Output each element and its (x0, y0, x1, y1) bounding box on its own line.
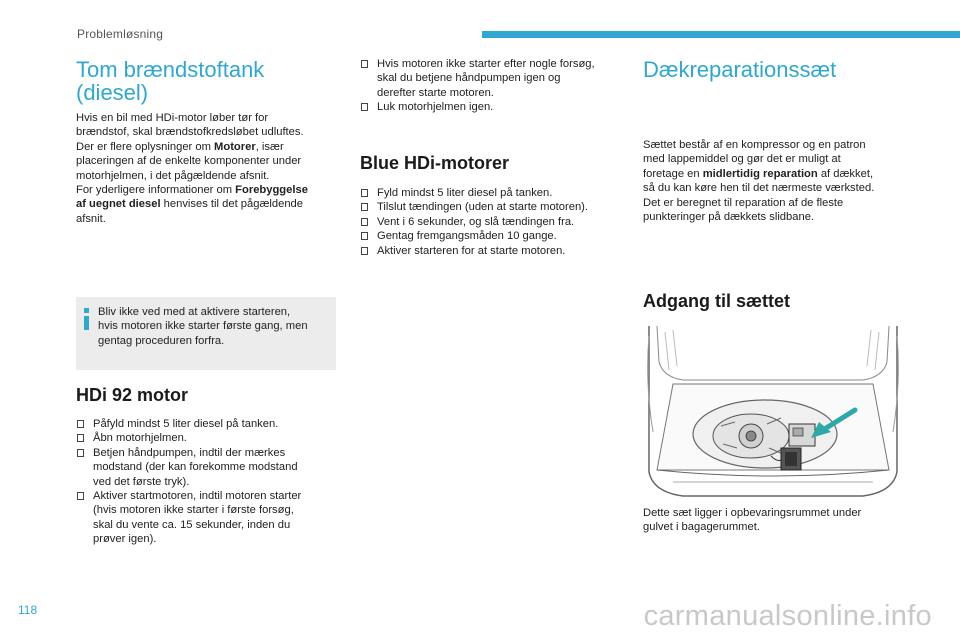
text-line: afsnit. (76, 212, 106, 225)
text-line: motorhjelmen, i det pågældende afsnit. (76, 169, 270, 182)
bold-term: Motorer (214, 140, 256, 153)
illustration-caption (643, 506, 913, 535)
checkbox-bullet-icon (77, 492, 84, 500)
list-item: Vent i 6 sekunder, og slå tændingen fra. (360, 215, 630, 229)
title-line-2: (diesel) (76, 80, 149, 105)
hdi-steps-list (76, 417, 346, 547)
text-line: punkteringer på dækkets slidbane. (643, 211, 815, 224)
watermark: carmanualsonline.info (643, 600, 932, 632)
section-header: Problemløsning (77, 27, 164, 41)
list-item: Gentag fremgangsmåden 10 gange. (360, 229, 630, 243)
list-item: Aktiver startmotoren, indtil motoren starter (hvis motoren ikke starter i første forsøg, skal du vente ca. 15 sekunder, inden du prøver igen). (76, 489, 346, 547)
text-line: af uegnet diesel henvises til det pågældende (76, 198, 303, 211)
text-line: gentag proceduren forfra. (98, 334, 225, 347)
text-line: Dette sæt ligger i opbevaringsrummet under (643, 507, 862, 519)
text-line: brændstof, skal brændstofkredsløbet udluftes. (76, 126, 304, 139)
info-text (98, 305, 332, 348)
text-line: Sættet består af en kompressor og en patron (643, 139, 866, 151)
checkbox-bullet-icon (361, 218, 368, 226)
text-line: Der er flere oplysninger om Motorer, især (76, 140, 284, 153)
checkbox-bullet-icon (77, 434, 84, 442)
checkbox-bullet-icon (361, 232, 368, 240)
text-line: gulvet i bagagerummet. (643, 521, 760, 534)
text-line: foretage en midlertidig reparation af dækket, (643, 167, 874, 180)
blue-hdi-section-title: Blue HDi-motorer (360, 153, 510, 173)
text-line: Det er beregnet til reparation af de fleste (643, 196, 844, 209)
checkbox-bullet-icon (361, 247, 368, 255)
list-item: Hvis motoren ikke starter efter nogle forsøg, skal du betjene håndpumpen igen og derefter starte motoren. (360, 57, 630, 100)
bold-term: Forebyggelse (235, 184, 308, 197)
intro-paragraph (76, 111, 346, 226)
text-line: så du kan køre hen til det nærmeste værksted. (643, 182, 875, 195)
checkbox-bullet-icon (361, 189, 368, 197)
info-box (76, 297, 336, 370)
trunk-illustration (643, 322, 903, 500)
list-item: Tilslut tændingen (uden at starte motoren). (360, 200, 630, 214)
page-number: 118 (18, 603, 38, 617)
title-line-1: Tom brændstoftank (76, 57, 265, 82)
checkbox-bullet-icon (361, 103, 368, 111)
header-accent-bar (482, 31, 960, 38)
text-line: placeringen af de enkelte komponenter under (76, 155, 302, 168)
list-item: Åbn motorhjelmen. (76, 431, 346, 445)
list-item: Luk motorhjelmen igen. (360, 100, 630, 114)
checkbox-bullet-icon (77, 449, 84, 457)
text-line: hvis motoren ikke starter første gang, men (98, 320, 308, 333)
repair-kit-title: Dækreparationssæt (643, 57, 837, 82)
list-item: Påfyld mindst 5 liter diesel på tanken. (76, 417, 346, 431)
list-item: Aktiver starteren for at starte motoren. (360, 244, 630, 258)
access-section-title: Adgang til sættet (643, 291, 790, 311)
checkbox-bullet-icon (361, 60, 368, 68)
checkbox-bullet-icon (361, 203, 368, 211)
text-line: med lappemiddel og gør det er muligt at (643, 153, 841, 166)
continued-steps-list (360, 57, 630, 115)
text-line: Hvis en bil med HDi-motor løber tør for (76, 112, 269, 124)
list-item: Betjen håndpumpen, indtil der mærkes modstand (der kan forekomme modstand ved det første tryk). (76, 446, 346, 489)
blue-hdi-steps-list (360, 186, 630, 258)
text-line: For yderligere informationer om Forebyggelse (76, 184, 308, 197)
info-icon (84, 308, 89, 330)
list-item: Fyld mindst 5 liter diesel på tanken. (360, 186, 630, 200)
text-line: Bliv ikke ved med at aktivere starteren, (98, 306, 291, 318)
hdi-section-title: HDi 92 motor (76, 385, 189, 405)
page-title (76, 58, 356, 104)
bold-term: midlertidig reparation (702, 167, 818, 180)
repair-kit-paragraph (643, 138, 913, 224)
bold-term: af uegnet diesel (76, 198, 161, 211)
checkbox-bullet-icon (77, 420, 84, 428)
